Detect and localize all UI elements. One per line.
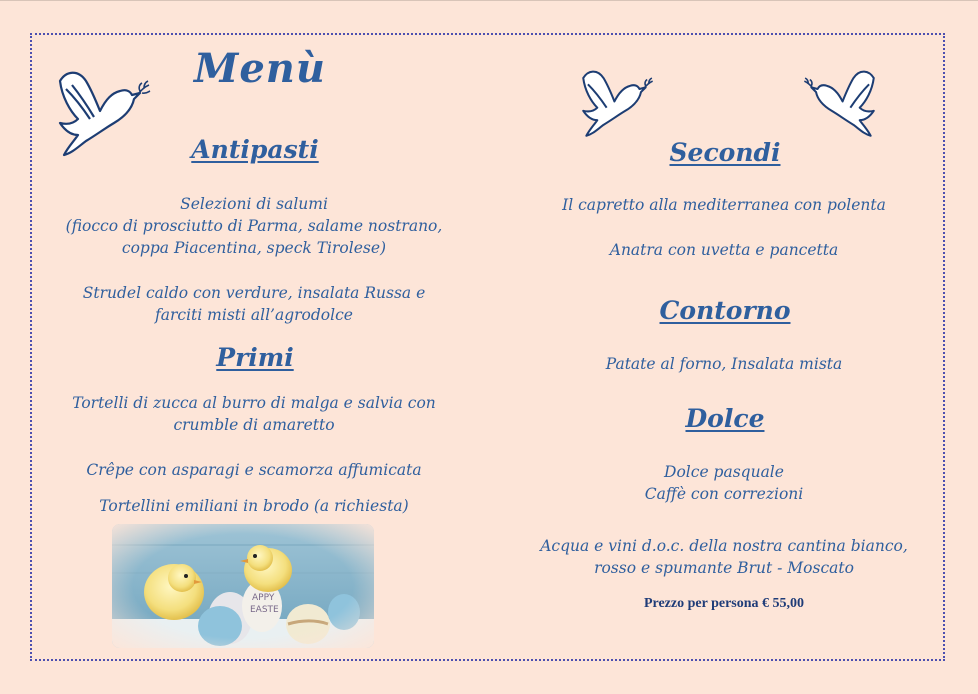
section-heading-dolce: Dolce <box>685 404 765 433</box>
dove-icon-right <box>802 67 880 139</box>
contorno-item-1: Patate al forno, Insalata mista <box>605 355 843 373</box>
easter-chicks-photo <box>112 524 374 648</box>
section-heading-contorno: Contorno <box>659 296 791 325</box>
dolce-item-1: Dolce pasquale <box>664 463 784 481</box>
dove-icon-center <box>577 67 655 139</box>
section-heading-secondi: Secondi <box>669 138 781 167</box>
dolce-item-2: Caffè con correzioni <box>644 485 804 503</box>
primi-item-2: Crêpe con asparagi e scamorza affumicata <box>86 461 422 479</box>
primi-item-1-line-1: Tortelli di zucca al burro di malga e salvia con <box>72 394 436 412</box>
menu-title: Menù <box>194 45 326 92</box>
section-heading-primi: Primi <box>216 343 294 372</box>
secondi-item-2: Anatra con uvetta e pancetta <box>609 241 839 259</box>
primi-item-3: Tortellini emiliani in brodo (a richiesta) <box>99 497 409 515</box>
primi-item-1-line-2: crumble di amaretto <box>173 416 335 434</box>
antipasti-item-1-line-2: (fiocco di prosciutto di Parma, salame nostrano, <box>65 217 443 235</box>
antipasti-item-2-line-1: Strudel caldo con verdure, insalata Russa e <box>82 284 426 302</box>
price-per-person: Prezzo per persona € 55,00 <box>643 596 805 611</box>
antipasti-item-1-line-1: Selezioni di salumi <box>180 195 328 213</box>
antipasti-item-2-line-2: farciti misti all’agrodolce <box>155 306 353 324</box>
drinks-line-1: Acqua e vini d.o.c. della nostra cantina bianco, <box>540 537 908 555</box>
secondi-item-1: Il capretto alla mediterranea con polenta <box>562 196 886 214</box>
drinks-line-2: rosso e spumante Brut - Moscato <box>594 559 854 577</box>
section-heading-antipasti: Antipasti <box>191 135 319 164</box>
antipasti-item-1-line-3: coppa Piacentina, speck Tirolese) <box>121 239 387 257</box>
dove-icon-left <box>52 67 152 159</box>
